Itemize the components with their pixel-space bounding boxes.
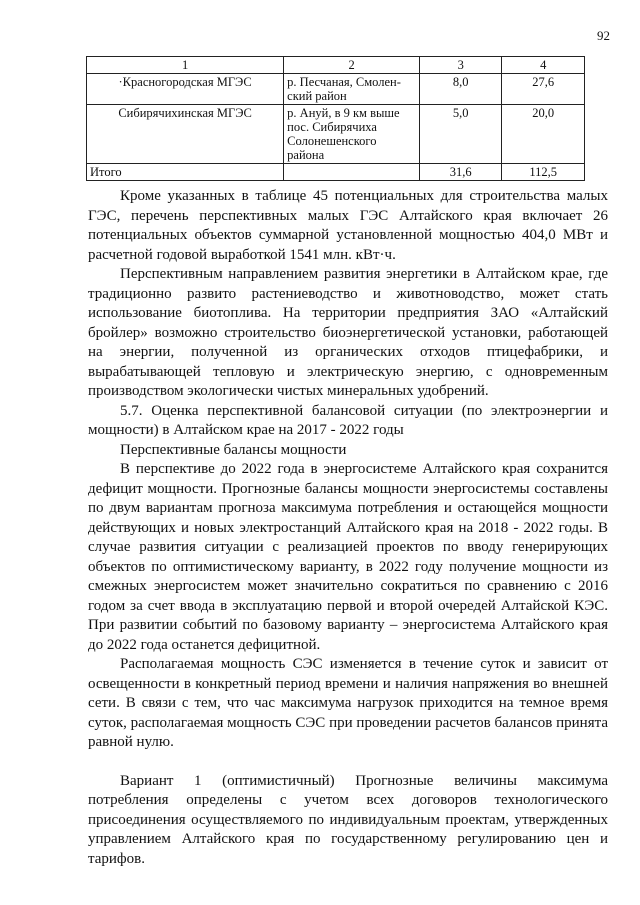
table-header-cell: 4 [502, 57, 585, 74]
subsection-heading: Перспективные балансы мощности [120, 441, 347, 458]
body-text [88, 187, 608, 869]
table-total-row [87, 164, 585, 181]
paragraph: Вариант 1 (оптимистичный) Прогнозные величины максимума потребления определены с учетом всех договоров технологического присоединения осуществляемого по индивидуальным проектам, утвержденных управлением Алтайского края по государственному регулированию цен и тарифов. [88, 772, 608, 867]
paragraph: Кроме указанных в таблице 45 потенциальных для строительства малых ГЭС, перечень перспективных малых ГЭС Алтайского края включает 26 потенциальных объектов суммарной установленной мощностью 404,0 МВт и расчетной годовой выработкой 1541 млн. кВт·ч. [88, 188, 608, 263]
paragraph: В перспективе до 2022 года в энергосистеме Алтайского края сохранится дефицит мощности. Прогнозные балансы мощности энергосистемы составлены по двум вариантам прогноза максимума потребления и остающейся мощности действующих и новых электростанций Алтайского края на 2018 - 2022 годы. В случае развития ситуации с реализацией проектов по вводу генерирующих объектов по оптимистическому варианту, в 2022 году получение мощности из смежных энергосистем может значительно сократиться по сравнению с 2016 годом за счет ввода в эксплуатацию первой и второй очередей Алтайской КЭС. При развитии событий по базовому варианту – энергосистема Алтайского края до 2022 года останется дефицитной. [88, 461, 608, 653]
page-number: 92 [597, 28, 610, 43]
plant-value-cell: 20,0 [502, 105, 585, 164]
paragraph: Располагаемая мощность СЭС изменяется в течение суток и зависит от освещенности в конкретный период времени и наличия напряжения во внешней сети. В связи с тем, что час максимума нагрузок приходится на темное время суток, располагаемая мощность СЭС при проведении расчетов балансов принята равной нулю. [88, 656, 608, 750]
table-row [87, 105, 585, 164]
plant-name-cell: ·Красногородская МГЭС [87, 74, 284, 105]
table-header-cell: 2 [284, 57, 420, 74]
plant-name-cell: Сибирячихинская МГЭС [87, 105, 284, 164]
table-row [87, 74, 585, 105]
paragraph: Перспективным направлением развития энергетики в Алтайском крае, где традиционно развито растениеводство и животноводство, может стать использование биотоплива. На территории предприятия ЗАО «Алтайский бройлер» возможно строительство биоэнергетической установки, работающей на энергии, полученной из органических отходов птицефабрики, и вырабатывающей тепловую и электрическую энергию, с одновременным производством экологически чистых минеральных удобрений. [88, 266, 608, 399]
hydro-plants-table [86, 56, 585, 181]
total-empty-cell [284, 164, 420, 181]
table-header-cell: 3 [419, 57, 501, 74]
total-value-cell: 112,5 [502, 164, 585, 181]
plant-value-cell: 5,0 [419, 105, 501, 164]
table-header-cell: 1 [87, 57, 284, 74]
table-header-row [87, 57, 585, 74]
plant-location-cell: р. Песчаная, Смолен-ский район [284, 74, 420, 105]
plant-location-cell: р. Ануй, в 9 км выше пос. Сибирячиха Солонешенского района [284, 105, 420, 164]
section-heading: 5.7. Оценка перспективной балансовой ситуации (по электроэнергии и мощности) в Алтайском крае на 2017 - 2022 годы [88, 402, 608, 438]
total-label-cell: Итого [87, 164, 284, 181]
plant-value-cell: 8,0 [419, 74, 501, 105]
total-value-cell: 31,6 [419, 164, 501, 181]
plant-value-cell: 27,6 [502, 74, 585, 105]
